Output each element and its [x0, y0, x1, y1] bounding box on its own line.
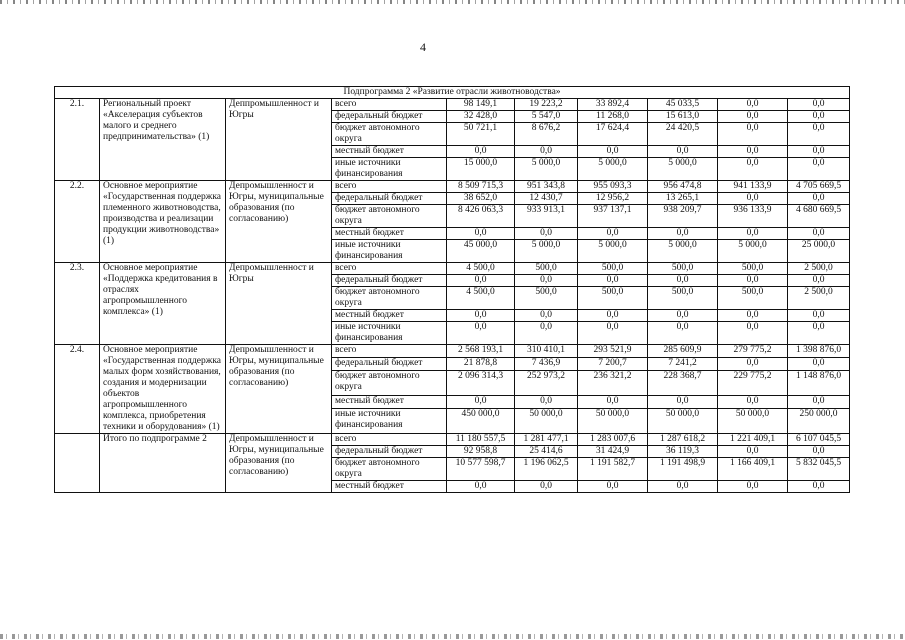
amount-cell: 0,0 — [718, 99, 788, 111]
table-row — [55, 434, 850, 446]
amount-cell: 0,0 — [788, 310, 850, 322]
amount-cell: 15 000,0 — [447, 158, 515, 181]
amount-cell: 13 265,1 — [648, 193, 718, 205]
amount-cell: 0,0 — [788, 446, 850, 458]
amount-cell: 0,0 — [788, 146, 850, 158]
amount-cell: 0,0 — [648, 146, 718, 158]
amount-cell: 0,0 — [718, 358, 788, 371]
activity-name: Итого по подпрограмме 2 — [100, 434, 226, 493]
amount-cell: 0,0 — [515, 481, 578, 493]
amount-cell: 0,0 — [447, 395, 515, 408]
row-number: 2.4. — [55, 345, 100, 434]
amount-cell: 0,0 — [788, 228, 850, 240]
responsible-executor: Депромышленност и Югры, муниципальные образования (по согласованию) — [226, 345, 332, 434]
amount-cell: 0,0 — [788, 395, 850, 408]
amount-cell: 0,0 — [718, 123, 788, 146]
amount-cell: 5 547,0 — [515, 111, 578, 123]
funding-source: бюджет автономного округа — [332, 123, 447, 146]
amount-cell: 50 000,0 — [578, 409, 648, 434]
amount-cell: 0,0 — [788, 193, 850, 205]
amount-cell: 8 509 715,3 — [447, 181, 515, 193]
subprogram-header-row — [55, 87, 850, 99]
activity-name: Региональный проект «Акселерация субъектов малого и среднего предпринимательства» (1) — [100, 99, 226, 181]
funding-source: иные источники финансирования — [332, 158, 447, 181]
activity-name: Основное мероприятие «Поддержка кредитования в отраслях агропромышленного комплекса» (1) — [100, 263, 226, 345]
amount-cell: 50 721,1 — [447, 123, 515, 146]
amount-cell: 937 137,1 — [578, 205, 648, 228]
amount-cell: 500,0 — [578, 287, 648, 310]
amount-cell: 285 609,9 — [648, 345, 718, 358]
amount-cell: 5 832 045,5 — [788, 458, 850, 481]
amount-cell: 0,0 — [515, 395, 578, 408]
funding-source: федеральный бюджет — [332, 446, 447, 458]
amount-cell: 8 676,2 — [515, 123, 578, 146]
amount-cell: 8 426 063,3 — [447, 205, 515, 228]
amount-cell: 0,0 — [515, 310, 578, 322]
amount-cell: 5 000,0 — [648, 240, 718, 263]
amount-cell: 6 107 045,5 — [788, 434, 850, 446]
row-number: 2.1. — [55, 99, 100, 181]
scan-edge-bottom — [0, 634, 905, 639]
amount-cell: 500,0 — [515, 287, 578, 310]
funding-source: всего — [332, 263, 447, 275]
amount-cell: 941 133,9 — [718, 181, 788, 193]
amount-cell: 25 000,0 — [788, 240, 850, 263]
amount-cell: 2 568 193,1 — [447, 345, 515, 358]
funding-source: федеральный бюджет — [332, 111, 447, 123]
amount-cell: 951 343,8 — [515, 181, 578, 193]
amount-cell: 24 420,5 — [648, 123, 718, 146]
responsible-executor: Депромышленност и Югры — [226, 263, 332, 345]
amount-cell: 1 196 062,5 — [515, 458, 578, 481]
funding-source: бюджет автономного округа — [332, 205, 447, 228]
amount-cell: 2 500,0 — [788, 287, 850, 310]
amount-cell: 1 281 477,1 — [515, 434, 578, 446]
amount-cell: 0,0 — [578, 310, 648, 322]
amount-cell: 0,0 — [578, 146, 648, 158]
amount-cell: 25 414,6 — [515, 446, 578, 458]
scan-edge-top — [0, 0, 905, 4]
responsible-executor: Депромышленност и Югры, муниципальные образования (по согласованию) — [226, 181, 332, 263]
amount-cell: 1 221 409,1 — [718, 434, 788, 446]
amount-cell: 938 209,7 — [648, 205, 718, 228]
amount-cell: 38 652,0 — [447, 193, 515, 205]
funding-source: местный бюджет — [332, 481, 447, 493]
amount-cell: 500,0 — [648, 263, 718, 275]
amount-cell: 500,0 — [718, 263, 788, 275]
amount-cell: 0,0 — [718, 481, 788, 493]
funding-source: иные источники финансирования — [332, 240, 447, 263]
funding-source: иные источники финансирования — [332, 322, 447, 345]
amount-cell: 5 000,0 — [515, 158, 578, 181]
amount-cell: 250 000,0 — [788, 409, 850, 434]
amount-cell: 7 436,9 — [515, 358, 578, 371]
amount-cell: 0,0 — [447, 322, 515, 345]
amount-cell: 4 500,0 — [447, 287, 515, 310]
page-number: 4 — [420, 40, 426, 54]
amount-cell: 1 191 498,9 — [648, 458, 718, 481]
funding-source: местный бюджет — [332, 395, 447, 408]
amount-cell: 0,0 — [648, 322, 718, 345]
amount-cell: 0,0 — [718, 228, 788, 240]
amount-cell: 0,0 — [788, 158, 850, 181]
amount-cell: 0,0 — [788, 358, 850, 371]
amount-cell: 500,0 — [578, 263, 648, 275]
amount-cell: 293 521,9 — [578, 345, 648, 358]
amount-cell: 1 191 582,7 — [578, 458, 648, 481]
amount-cell: 936 133,9 — [718, 205, 788, 228]
amount-cell: 956 474,8 — [648, 181, 718, 193]
amount-cell: 0,0 — [718, 310, 788, 322]
amount-cell: 11 180 557,5 — [447, 434, 515, 446]
responsible-executor: Деппромышленност и Югры — [226, 99, 332, 181]
amount-cell: 236 321,2 — [578, 371, 648, 396]
amount-cell: 955 093,3 — [578, 181, 648, 193]
amount-cell: 50 000,0 — [515, 409, 578, 434]
amount-cell: 33 892,4 — [578, 99, 648, 111]
amount-cell: 1 166 409,1 — [718, 458, 788, 481]
amount-cell: 5 000,0 — [578, 240, 648, 263]
amount-cell: 0,0 — [718, 395, 788, 408]
funding-source: иные источники финансирования — [332, 409, 447, 434]
amount-cell: 11 268,0 — [578, 111, 648, 123]
amount-cell: 36 119,3 — [648, 446, 718, 458]
amount-cell: 0,0 — [578, 395, 648, 408]
amount-cell: 0,0 — [515, 228, 578, 240]
funding-source: федеральный бюджет — [332, 275, 447, 287]
amount-cell: 45 000,0 — [447, 240, 515, 263]
amount-cell: 5 000,0 — [515, 240, 578, 263]
table-row — [55, 345, 850, 358]
amount-cell: 0,0 — [447, 146, 515, 158]
funding-source: федеральный бюджет — [332, 358, 447, 371]
amount-cell: 98 149,1 — [447, 99, 515, 111]
amount-cell: 0,0 — [718, 111, 788, 123]
amount-cell: 4 680 669,5 — [788, 205, 850, 228]
amount-cell: 0,0 — [648, 481, 718, 493]
amount-cell: 2 096 314,3 — [447, 371, 515, 396]
amount-cell: 310 410,1 — [515, 345, 578, 358]
amount-cell: 0,0 — [447, 310, 515, 322]
amount-cell: 5 000,0 — [578, 158, 648, 181]
amount-cell: 0,0 — [718, 193, 788, 205]
amount-cell: 0,0 — [788, 481, 850, 493]
funding-source: местный бюджет — [332, 146, 447, 158]
amount-cell: 50 000,0 — [648, 409, 718, 434]
funding-source: местный бюджет — [332, 228, 447, 240]
responsible-executor: Депромышленност и Югры, муниципальные образования (по согласованию) — [226, 434, 332, 493]
amount-cell: 5 000,0 — [648, 158, 718, 181]
amount-cell: 0,0 — [447, 275, 515, 287]
amount-cell: 0,0 — [788, 275, 850, 287]
amount-cell: 0,0 — [718, 446, 788, 458]
funding-source: бюджет автономного округа — [332, 371, 447, 396]
table-row — [55, 181, 850, 193]
funding-source: местный бюджет — [332, 310, 447, 322]
amount-cell: 500,0 — [515, 263, 578, 275]
amount-cell: 0,0 — [718, 146, 788, 158]
amount-cell: 933 913,1 — [515, 205, 578, 228]
budget-table — [54, 86, 850, 493]
amount-cell: 229 775,2 — [718, 371, 788, 396]
amount-cell: 228 368,7 — [648, 371, 718, 396]
amount-cell: 7 241,2 — [648, 358, 718, 371]
amount-cell: 0,0 — [648, 395, 718, 408]
amount-cell: 0,0 — [515, 146, 578, 158]
funding-source: бюджет автономного округа — [332, 287, 447, 310]
amount-cell: 4 705 669,5 — [788, 181, 850, 193]
amount-cell: 45 033,5 — [648, 99, 718, 111]
amount-cell: 1 398 876,0 — [788, 345, 850, 358]
table-row — [55, 99, 850, 111]
funding-source: всего — [332, 434, 447, 446]
amount-cell: 252 973,2 — [515, 371, 578, 396]
amount-cell: 10 577 598,7 — [447, 458, 515, 481]
amount-cell: 279 775,2 — [718, 345, 788, 358]
amount-cell: 15 613,0 — [648, 111, 718, 123]
amount-cell: 0,0 — [578, 322, 648, 345]
amount-cell: 12 956,2 — [578, 193, 648, 205]
amount-cell: 1 148 876,0 — [788, 371, 850, 396]
amount-cell: 0,0 — [447, 228, 515, 240]
funding-source: всего — [332, 99, 447, 111]
table-row — [55, 263, 850, 275]
amount-cell: 92 958,8 — [447, 446, 515, 458]
amount-cell: 0,0 — [788, 322, 850, 345]
amount-cell: 0,0 — [515, 275, 578, 287]
amount-cell: 0,0 — [718, 158, 788, 181]
amount-cell: 2 500,0 — [788, 263, 850, 275]
amount-cell: 1 283 007,6 — [578, 434, 648, 446]
amount-cell: 0,0 — [578, 228, 648, 240]
activity-name: Основное мероприятие «Государственная поддержка племенного животноводства, производства и реализации продукции животноводства» (1) — [100, 181, 226, 263]
row-number — [55, 434, 100, 493]
amount-cell: 32 428,0 — [447, 111, 515, 123]
amount-cell: 0,0 — [718, 322, 788, 345]
amount-cell: 0,0 — [447, 481, 515, 493]
amount-cell: 0,0 — [788, 123, 850, 146]
amount-cell: 19 223,2 — [515, 99, 578, 111]
amount-cell: 12 430,7 — [515, 193, 578, 205]
amount-cell: 0,0 — [718, 275, 788, 287]
amount-cell: 50 000,0 — [718, 409, 788, 434]
row-number: 2.3. — [55, 263, 100, 345]
row-number: 2.2. — [55, 181, 100, 263]
funding-source: всего — [332, 181, 447, 193]
funding-source: федеральный бюджет — [332, 193, 447, 205]
amount-cell: 21 878,8 — [447, 358, 515, 371]
amount-cell: 4 500,0 — [447, 263, 515, 275]
amount-cell: 0,0 — [788, 99, 850, 111]
amount-cell: 450 000,0 — [447, 409, 515, 434]
amount-cell: 0,0 — [515, 322, 578, 345]
funding-source: всего — [332, 345, 447, 358]
amount-cell: 0,0 — [578, 275, 648, 287]
activity-name: Основное мероприятие «Государственная поддержка малых форм хозяйствования, создания и модернизации объектов агропромышленного комплекса, приобретения техники и оборудования» (1) — [100, 345, 226, 434]
amount-cell: 7 200,7 — [578, 358, 648, 371]
amount-cell: 500,0 — [718, 287, 788, 310]
amount-cell: 0,0 — [788, 111, 850, 123]
amount-cell: 5 000,0 — [718, 240, 788, 263]
amount-cell: 0,0 — [648, 228, 718, 240]
funding-source: бюджет автономного округа — [332, 458, 447, 481]
amount-cell: 0,0 — [648, 275, 718, 287]
amount-cell: 31 424,9 — [578, 446, 648, 458]
amount-cell: 0,0 — [648, 310, 718, 322]
amount-cell: 0,0 — [578, 481, 648, 493]
amount-cell: 500,0 — [648, 287, 718, 310]
subprogram-title: Подпрограмма 2 «Развитие отрасли животноводства» — [55, 87, 850, 99]
amount-cell: 1 287 618,2 — [648, 434, 718, 446]
amount-cell: 17 624,4 — [578, 123, 648, 146]
